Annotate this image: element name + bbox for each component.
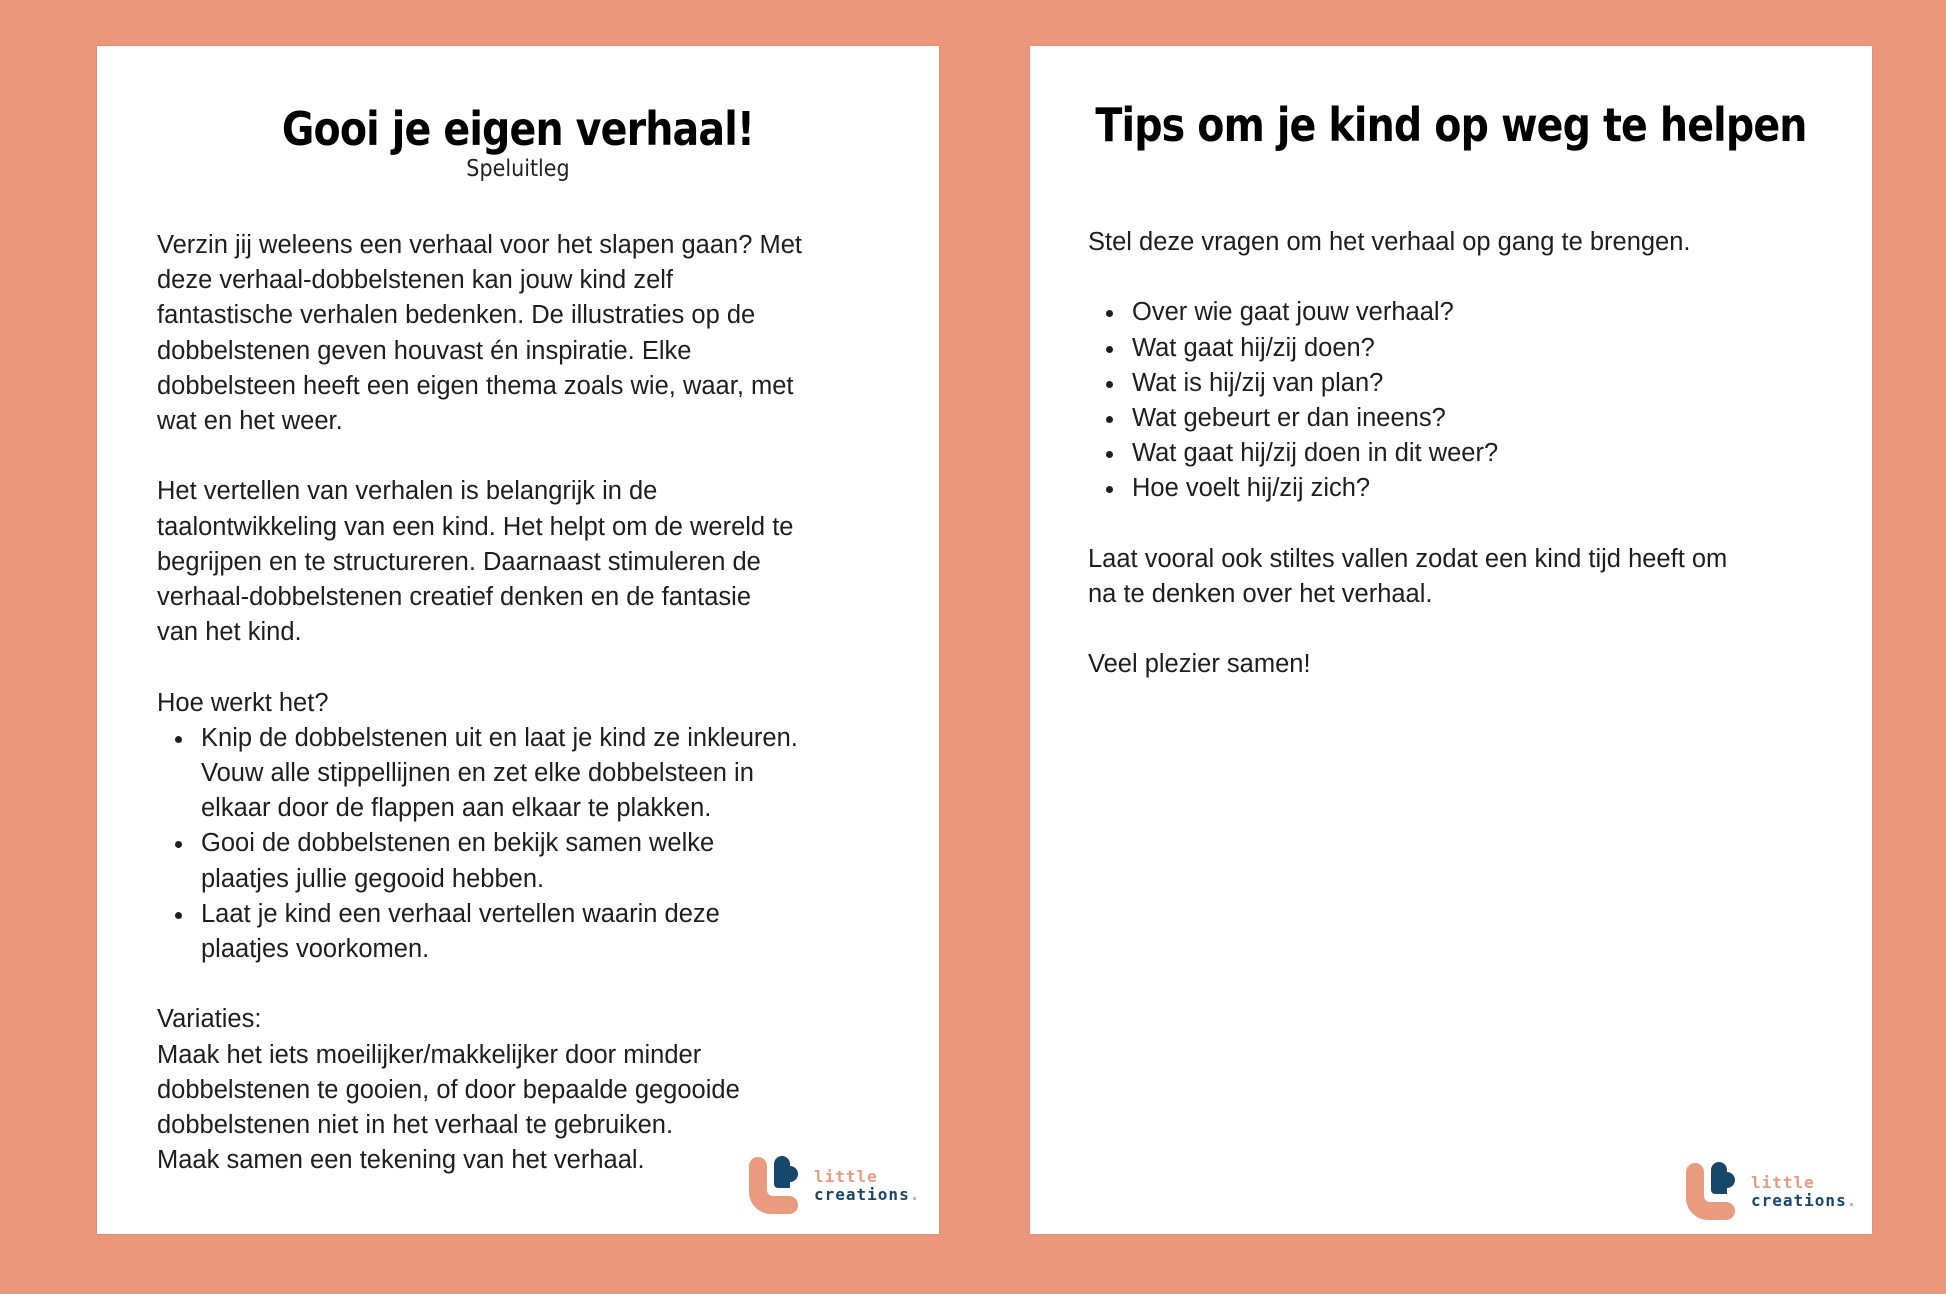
little-creations-logo [748, 1155, 921, 1219]
text-line: Maak het iets moeilijker/makkelijker door minder [157, 1040, 702, 1069]
logo-text-little: little [814, 1167, 878, 1186]
list-item: Wat gaat hij/zij doen in dit weer? [1132, 436, 1848, 471]
intro-paragraph [157, 228, 897, 439]
list-item: Hoe voelt hij/zij zich? [1132, 471, 1848, 506]
text-line: dobbelstenen geven houvast én inspiratie. Elke [157, 336, 692, 365]
text-line: deze verhaal-dobbelstenen kan jouw kind zelf [157, 266, 674, 295]
text-line: dobbelstenen te gooien, of door bepaalde gegooide [157, 1075, 740, 1104]
text-line: elkaar door de flappen aan elkaar te plakken. [201, 794, 712, 823]
logo-mark-icon [748, 1155, 812, 1219]
page-body [157, 228, 897, 1178]
logo-mark-icon [1685, 1161, 1749, 1225]
text-line: dobbelstenen niet in het verhaal te gebruiken. [157, 1111, 674, 1140]
logo-text-creations [814, 1185, 920, 1204]
list-item: Wat is hij/zij van plan? [1132, 366, 1848, 401]
tips-page [1030, 46, 1872, 1234]
text-line: plaatjes jullie gegooid hebben. [201, 864, 545, 893]
how-list [157, 721, 897, 967]
text-line: Verzin jij weleens een verhaal voor het slapen gaan? Met [157, 231, 802, 259]
text-line: Maak samen een tekening van het verhaal. [157, 1146, 645, 1175]
page-body [1088, 225, 1848, 683]
text-line: na te denken over het verhaal. [1088, 580, 1433, 608]
text-line: Laat vooral ook stiltes vallen zodat een kind tijd heeft om [1088, 544, 1728, 573]
silence-paragraph [1088, 542, 1848, 612]
logo-text-little: little [1751, 1173, 1815, 1192]
variations-heading: Variaties: [157, 1005, 262, 1034]
text-line: Vouw alle stippellijnen en zet elke dobbelsteen in [201, 759, 754, 788]
intro-paragraph: Stel deze vragen om het verhaal op gang te brengen. [1088, 228, 1691, 256]
little-creations-logo [1685, 1161, 1858, 1225]
page-title: Tips om je kind op weg te helpen [1095, 98, 1807, 152]
game-instructions-page [97, 46, 939, 1234]
closing-text: Veel plezier samen! [1088, 650, 1311, 679]
list-item: Wat gaat hij/zij doen? [1132, 331, 1848, 366]
logo-word: creations [814, 1185, 910, 1204]
text-line: van het kind. [157, 618, 302, 647]
list-item [201, 721, 897, 827]
logo-text-creations [1751, 1191, 1857, 1210]
logo-word: creations [1751, 1191, 1847, 1210]
how-heading: Hoe werkt het? [157, 688, 329, 717]
text-line: Laat je kind een verhaal vertellen waarin deze [201, 899, 720, 928]
text-line: fantastische verhalen bedenken. De illustraties op de [157, 301, 756, 330]
logo-dot: . [909, 1185, 921, 1204]
importance-paragraph [157, 474, 897, 650]
list-item: Over wie gaat jouw verhaal? [1132, 295, 1848, 330]
text-line: Gooi de dobbelstenen en bekijk samen welke [201, 829, 715, 858]
text-line: verhaal-dobbelstenen creatief denken en de fantasie [157, 583, 752, 612]
list-item [201, 826, 897, 896]
text-line: begrijpen en te structureren. Daarnaast stimuleren de [157, 547, 761, 576]
text-line: plaatjes voorkomen. [201, 935, 430, 964]
text-line: dobbelsteen heeft een eigen thema zoals wie, waar, met [157, 371, 794, 400]
page-title: Gooi je eigen verhaal! [281, 102, 755, 156]
page-subtitle: Speluitleg [466, 156, 570, 182]
questions-list [1088, 295, 1848, 506]
list-item: Wat gebeurt er dan ineens? [1132, 401, 1848, 436]
logo-dot: . [1846, 1191, 1858, 1210]
text-line: wat en het weer. [157, 407, 343, 436]
list-item [201, 897, 897, 967]
text-line: taalontwikkeling van een kind. Het helpt om de wereld te [157, 512, 794, 541]
text-line: Knip de dobbelstenen uit en laat je kind ze inkleuren. [201, 723, 798, 752]
text-line: Het vertellen van verhalen is belangrijk in de [157, 477, 658, 506]
